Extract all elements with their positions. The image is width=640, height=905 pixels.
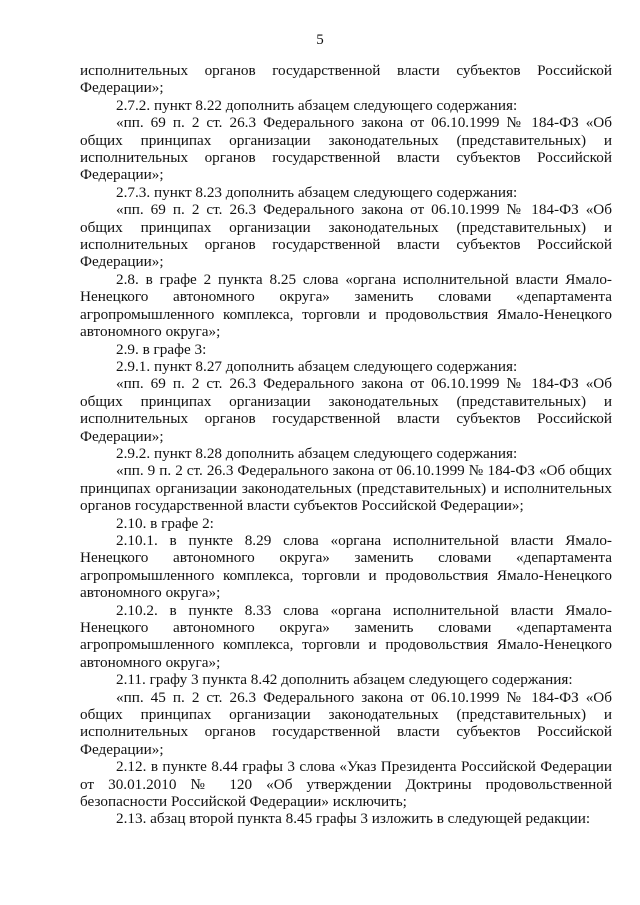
paragraph: 2.11. графу 3 пункта 8.42 дополнить абзацем следующего содержания: bbox=[116, 671, 573, 689]
paragraph: «пп. 69 п. 2 ст. 26.3 Федерального закона от 06.10.1999 № 184-ФЗ «Об общих принципах организации законодательных (представительных) и исполнительных органов государственной власти субъектов Российской Федерации»; bbox=[80, 201, 612, 271]
paragraph: «пп. 9 п. 2 ст. 26.3 Федерального закона от 06.10.1999 № 184-ФЗ «Об общих принципах организации законодательных (представительных) и исполнительных органов государственной власти субъектов Российской Федерации»; bbox=[80, 462, 612, 515]
paragraph: «пп. 69 п. 2 ст. 26.3 Федерального закона от 06.10.1999 № 184-ФЗ «Об общих принципах организации законодательных (представительных) и исполнительных органов государственной власти субъектов Российской Федерации»; bbox=[80, 375, 612, 445]
paragraph: 2.7.3. пункт 8.23 дополнить абзацем следующего содержания: bbox=[116, 183, 518, 201]
document-body bbox=[80, 62, 612, 828]
paragraph: 2.10. в графе 2: bbox=[116, 514, 214, 532]
paragraph: 2.10.2. в пункте 8.33 слова «органа исполнительной власти Ямало-Ненецкого автономного округа» заменить словами «департамента агропромышленного комплекса, торговли и продовольствия Ямало-Ненецкого автономного округа»; bbox=[80, 601, 612, 671]
paragraph: 2.12. в пункте 8.44 графы 3 слова «Указ Президента Российской Федерации от 30.01.2010 № 120 «Об утверждении Доктрины продовольственной безопасности Российской Федерации» исключить; bbox=[80, 758, 612, 811]
paragraph: 2.7.2. пункт 8.22 дополнить абзацем следующего содержания: bbox=[116, 96, 518, 114]
paragraph: исполнительных органов государственной власти субъектов Российской Федерации»; bbox=[80, 62, 612, 97]
paragraph: 2.9.2. пункт 8.28 дополнить абзацем следующего содержания: bbox=[116, 444, 518, 462]
paragraph: 2.8. в графе 2 пункта 8.25 слова «органа исполнительной власти Ямало-Ненецкого автономного округа» заменить словами «департамента агропромышленного комплекса, торговли и продовольствия Ямало-Ненецкого автономного округа»; bbox=[80, 270, 612, 341]
paragraph: «пп. 69 п. 2 ст. 26.3 Федерального закона от 06.10.1999 № 184-ФЗ «Об общих принципах организации законодательных (представительных) и исполнительных органов государственной власти субъектов Российской Федерации»; bbox=[80, 114, 612, 184]
paragraph: 2.13. абзац второй пункта 8.45 графы 3 изложить в следующей редакции: bbox=[116, 810, 591, 828]
paragraph: 2.10.1. в пункте 8.29 слова «органа исполнительной власти Ямало-Ненецкого автономного округа» заменить словами «департамента агропромышленного комплекса, торговли и продовольствия Ямало-Ненецкого автономного округа»; bbox=[80, 531, 612, 602]
page-number: 5 bbox=[316, 32, 324, 48]
paragraph: «пп. 45 п. 2 ст. 26.3 Федерального закона от 06.10.1999 № 184-ФЗ «Об общих принципах организации законодательных (представительных) и исполнительных органов государственной власти субъектов Российской Федерации»; bbox=[80, 688, 612, 758]
paragraph: 2.9. в графе 3: bbox=[116, 340, 207, 358]
paragraph: 2.9.1. пункт 8.27 дополнить абзацем следующего содержания: bbox=[116, 357, 518, 375]
